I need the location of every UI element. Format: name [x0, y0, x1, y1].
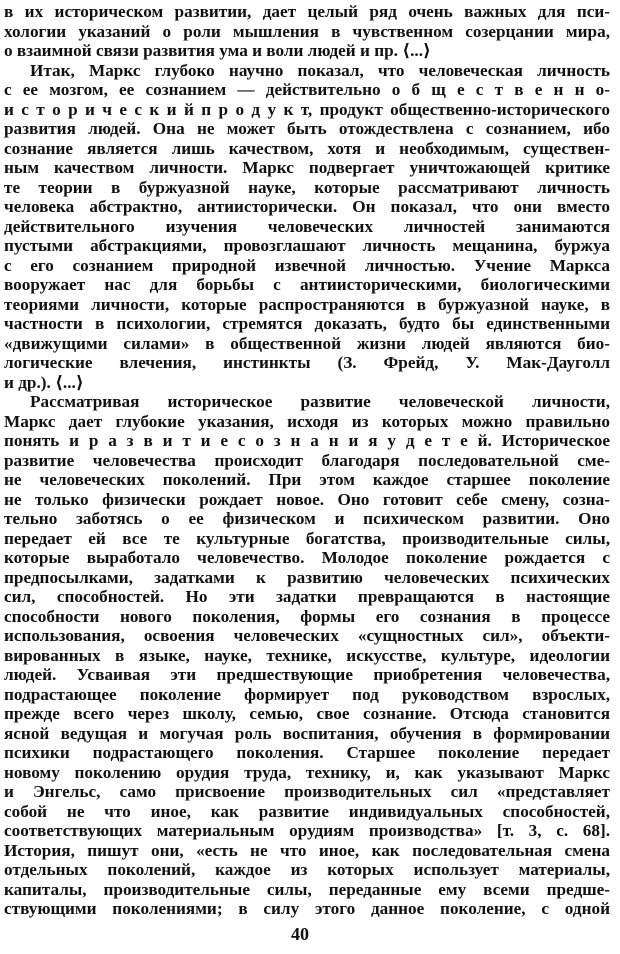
text-line: соответствующих материальным орудиям производства» [т. 3, с. 68].: [4, 821, 610, 840]
text-line: Рассматривая историческое развитие человеческой личности,: [30, 392, 610, 411]
text-line: те теории в буржуазной науке, которые рассматривают личность: [4, 177, 610, 197]
text-line: которые выработало человечество. Молодое поколение рождается с: [4, 548, 610, 567]
text-line: хологии указаний о роли мышления в чувственном созерцании мира,: [4, 21, 610, 41]
text-line: и с т о р и ч е с к и й п р о д у к т, продукт общественно-исторического: [4, 99, 610, 119]
page-number: 40: [291, 924, 309, 944]
text-line: собой не что иное, как развитие индивидуальных способностей,: [4, 801, 610, 821]
text-line: в их историческом развитии, дает целый ряд очень важных для пси-: [4, 2, 610, 21]
text-line: сознание является лишь качеством, хотя и необходимым, существен-: [4, 138, 610, 158]
text-line: людей. Усваивая эти предшествующие приобретения человечества,: [4, 665, 610, 684]
paragraph: [4, 61, 610, 393]
paragraph: [4, 2, 610, 61]
paragraph: [4, 392, 610, 919]
text-line: Итак, Маркс глубоко научно показал, что человеческая личность: [30, 60, 610, 80]
text-line: новому поколению орудия труда, технику, и, как указывают Маркс: [4, 762, 610, 782]
text-line: логические влечения, инстинкты (З. Фрейд, У. Мак-Дауголл: [4, 353, 610, 372]
text-line: капиталы, производительные силы, переданные ему всеми предше-: [4, 879, 610, 899]
text-line: тельно заботясь о ее физическом и психическом развитии. Оно: [4, 509, 610, 528]
text-line: ясной ведущая и могучая роль воспитания, обучения в формировании: [4, 723, 610, 743]
text-line: способности нового поколения, формы его сознания в процессе: [4, 606, 610, 626]
text-line: вооружает нас для борьбы с антиисторическими, биологическими: [4, 275, 610, 294]
text-line: прежде всего через школу, семью, свое сознание. Отсюда становится: [4, 704, 610, 723]
text-line: психики подрастающего поколения. Старшее поколение передает: [4, 743, 610, 762]
text-line: подрастающее поколение формирует под руководством взрослых,: [4, 684, 610, 704]
text-line: вированных в языке, науке, технике, искусстве, культуре, идеологии: [4, 645, 610, 665]
text-line: передает ей все те культурные богатства, производительные силы,: [4, 528, 610, 548]
text-line: Маркс дает глубокие указания, исходя из которых можно правильно: [4, 411, 610, 431]
text-line: и Энгельс, само присвоение производительных сил «представляет: [4, 782, 610, 801]
text-line: человека абстрактно, антиисторически. Он показал, что они вместо: [4, 197, 610, 216]
text-line: не только физически рождает новое. Оно готовит себе смену, созна-: [4, 489, 610, 509]
text-line: использования, освоения человеческих «сущностных сил», объекти-: [4, 626, 610, 645]
text-line: и др.). ⟨...⟩: [4, 372, 84, 392]
text-line: понять и р а з в и т и е с о з н а н и я у д е т е й. Историческое: [4, 431, 610, 450]
text-line: «движущими силами» в общественной жизни людей являются био-: [4, 333, 610, 353]
body-text: [4, 2, 610, 919]
text-line: развития людей. Она не может быть отождествлена с сознанием, ибо: [4, 119, 610, 138]
text-line: История, пишут они, «есть не что иное, как последовательная смена: [4, 840, 610, 860]
text-line: ствующими поколениями; в силу этого данное поколение, с одной: [4, 899, 610, 918]
text-line: предпосылками, задатками к развитию человеческих психических: [4, 567, 610, 587]
text-line: пустыми абстракциями, провозглашают личность мещанина, буржуа: [4, 236, 610, 255]
text-line: частности в психологии, стремятся доказать, будто бы единственными: [4, 314, 610, 333]
text-line: отдельных поколений, каждое из которых использует материалы,: [4, 860, 610, 879]
text-line: ным качеством личности. Маркс подвергает уничтожающей критике: [4, 158, 610, 177]
text-line: с ее мозгом, ее сознанием — действительно о б щ е с т в е н н о-: [4, 80, 610, 99]
text-line: действительного изучения человеческих личностей занимаются: [4, 216, 610, 236]
text-line: не человеческих поколений. При этом каждое старшее поколение: [4, 470, 610, 489]
text-line: развитие человечества происходит благодаря последовательной сме-: [4, 450, 610, 470]
text-line: о взаимной связи развития ума и воли людей и пр. ⟨...⟩: [4, 41, 431, 60]
text-line: сил, способностей. Но эти задатки превращаются в настоящие: [4, 587, 610, 606]
text-line: теориями личности, которые распространяются в буржуазной науке, в: [4, 294, 610, 314]
text-line: с его сознанием природной извечной личностью. Учение Маркса: [4, 255, 610, 275]
